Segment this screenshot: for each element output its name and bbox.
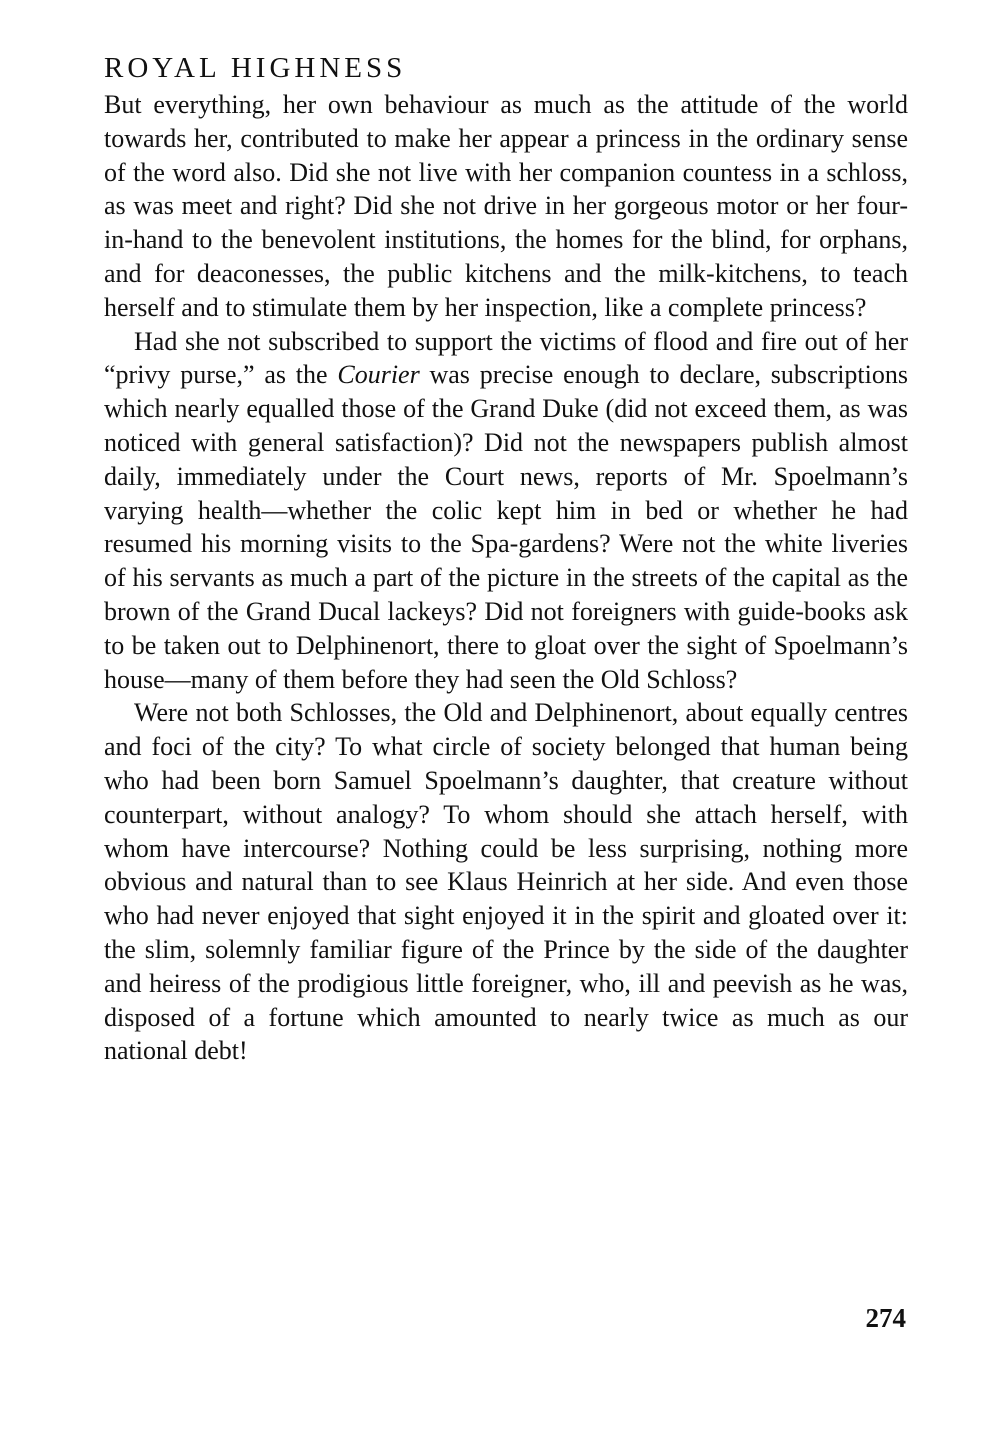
italic-title: Courier: [337, 360, 420, 390]
paragraph: [104, 325, 908, 697]
paragraph: [104, 88, 908, 325]
body-text: [104, 88, 908, 1068]
book-page: [104, 48, 908, 1068]
paragraph: [104, 696, 908, 1068]
text-run: Were not both Schlosses, the Old and Delphinenort, about equally centres and foci of the city? To what circle of society belonged that human being who had been born Samuel Spoelmann’s daughter, that creature without counterpart, without analogy? To whom should she attach herself, with whom have intercourse? Nothing could be less surprising, nothing more obvious and natural than to see Klaus Heinrich at her side. And even those who had never enjoyed that sight enjoyed it in the spirit and gloated over it: the slim, solemnly familiar figure of the Prince by the side of the daughter and heiress of the prodigious little foreigner, who, ill and peevish as he was, disposed of a fortune which amounted to nearly twice as much as our national debt!: [104, 698, 908, 1066]
text-run: Had she not subscribed to support the victims of flood and fire out of her “privy purse,” as the: [104, 326, 908, 390]
text-run: But everything, her own behaviour as much as the attitude of the world towards her, contributed to make her appear a princess in the ordinary sense of the word also. Did she not live with her companion countess in a schloss, as was meet and right? Did she not drive in her gorgeous motor or her four-in-hand to the benevolent institutions, the homes for the blind, for orphans, and for deaconesses, the public kitchens and the milk-kitchens, to teach herself and to stimulate them by her inspection, like a complete princess?: [104, 90, 908, 322]
running-head: ROYAL HIGHNESS: [104, 52, 407, 84]
page-number: 274: [865, 1303, 906, 1333]
text-run: was precise enough to declare, subscriptions which nearly equalled those of the Grand Duke (did not exceed them, as was noticed with general satisfaction)? Did not the newspapers publish almost daily, immediately under the Court news, reports of Mr. Spoelmann’s varying health—whether the colic kept him in bed or whether he had resumed his morning visits to the Spa-gardens? Were not the white liveries of his servants as much a part of the picture in the streets of the capital as the brown of the Grand Ducal lackeys? Did not foreigners with guide-books ask to be taken out to Delphinenort, there to gloat over the sight of Spoelmann’s house—many of them before they had seen the Old Schloss?: [104, 360, 909, 694]
